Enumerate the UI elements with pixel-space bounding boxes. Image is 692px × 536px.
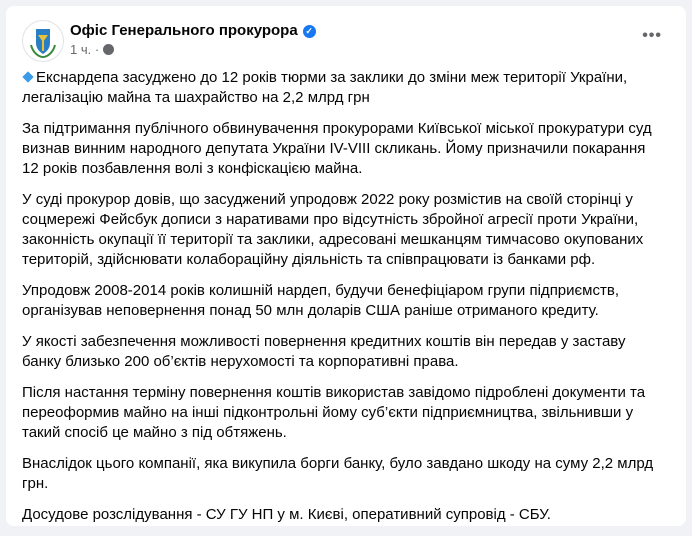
globe-icon [103,44,114,55]
more-options-button[interactable]: ••• [642,27,662,44]
paragraph: За підтримання публічного обвинувачення прокурорами Київської міської прокуратури суд визнав винним народного депутата України IV-VIII скликань. Йому призначили покарання 12 років позбавлення волі з конфіскацією майна. [22,120,652,177]
headline [22,68,662,108]
post-meta [70,42,114,57]
author-link[interactable]: Офіс Генерального прокурора [70,22,298,39]
prosecutor-emblem-icon [23,21,63,61]
author-name[interactable] [70,22,316,39]
headline-text: Екснардепа засуджено до 12 років тюрми за заклики до зміни меж території України, легалізацію майна та шахрайство на 2,2 млрд грн [22,69,628,106]
avatar[interactable] [22,20,64,62]
paragraph: Внаслідок цього компанії, яка викупила борги банку, було завдано шкоду на суму 2,2 млрд грн. [22,455,654,492]
post-card [6,6,686,526]
post-text [22,68,662,536]
blue-diamond-icon [22,71,33,82]
paragraph: Досудове розслідування - СУ ГУ НП у м. Києві, оперативний супровід - СБУ. [22,506,551,523]
separator: · [94,42,100,57]
verified-badge-icon: ✓ [303,25,316,38]
paragraph: Після настання терміну повернення коштів використав завідомо підроблені документи та переоформив майно на інші підконтрольні йому суб’єкти підприємництва, звільнивши у такий спосіб це майно з під обтяжень. [22,384,646,441]
paragraph: У суді прокурор довів, що засуджений упродовж 2022 року розмістив на своїй сторінці у соцмережі Фейсбук дописи з наративами про відсутність збройної агресії проти України, законність окупації її території та заклики, адресовані мешканцям тимчасово окупованих територій, здійснювати колабораційну діяльність та співпрацювати із банками рф. [22,191,644,268]
paragraph: У якості забезпечення можливості повернення кредитних коштів він передав у заставу банку близько 200 об’єктів нерухомості та корпоративні права. [22,333,626,370]
paragraph: Упродовж 2008-2014 років колишній нардеп, будучи бенефіціаром групи підприємств, організував неповернення понад 50 млн доларів США раніше отриманого кредиту. [22,282,620,319]
timestamp[interactable]: 1 ч. [70,42,92,57]
